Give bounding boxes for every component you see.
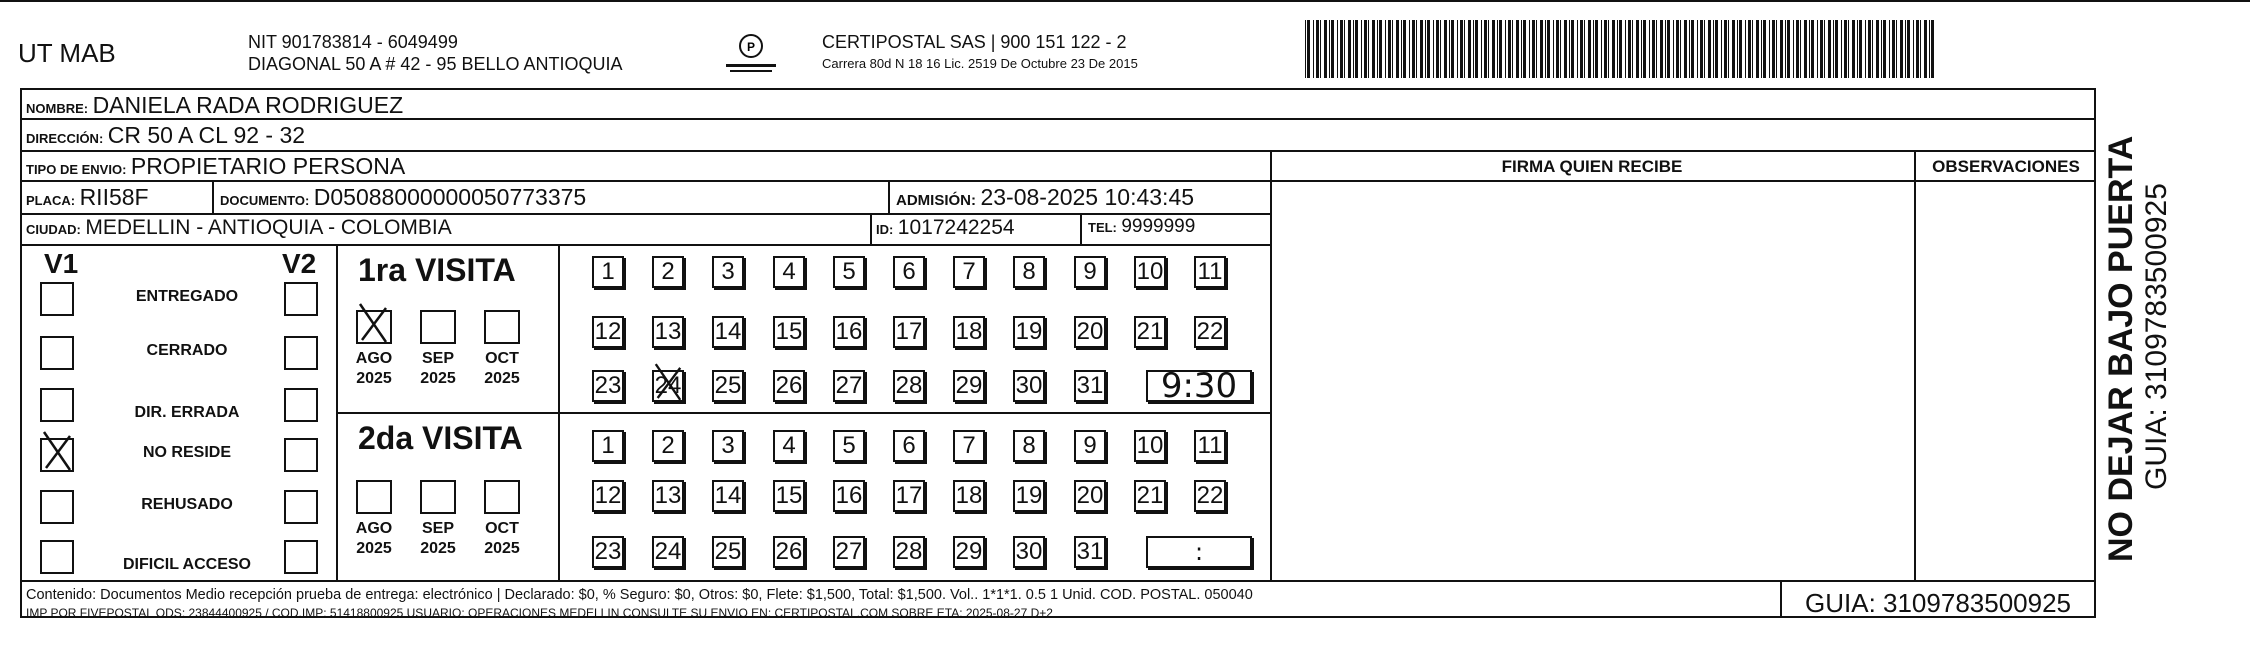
day-cell[interactable]: 15 bbox=[773, 480, 805, 512]
day-cell[interactable]: 28 bbox=[893, 536, 925, 568]
id-label: ID: bbox=[876, 222, 894, 237]
visit2-title: 2da VISITA bbox=[358, 420, 523, 456]
day-cell[interactable]: 25 bbox=[712, 536, 744, 568]
day-cell[interactable]: 30 bbox=[1013, 370, 1045, 402]
v2-checkbox[interactable] bbox=[284, 490, 318, 524]
direccion-value: CR 50 A CL 92 - 32 bbox=[107, 122, 306, 148]
visit-divider bbox=[336, 412, 1270, 414]
v1-checkbox[interactable] bbox=[40, 282, 74, 316]
month-checkbox[interactable] bbox=[484, 310, 520, 344]
month-label: OCT bbox=[485, 350, 519, 367]
v2-checkbox[interactable] bbox=[284, 540, 318, 574]
company-name: UT MAB bbox=[18, 38, 116, 68]
v2-header: V2 bbox=[282, 248, 317, 279]
v2-checkbox[interactable] bbox=[284, 336, 318, 370]
month-checkbox[interactable] bbox=[356, 480, 392, 514]
row-line bbox=[20, 244, 1270, 246]
day-cell[interactable]: 20 bbox=[1074, 316, 1106, 348]
year-label: 2025 bbox=[484, 370, 520, 387]
month-label: SEP bbox=[421, 350, 454, 367]
tipo-value: PROPIETARIO PERSONA bbox=[130, 153, 406, 179]
nombre-row bbox=[26, 92, 403, 119]
day-cell[interactable]: 30 bbox=[1013, 536, 1045, 568]
ciudad-label: CIUDAD: bbox=[26, 222, 81, 237]
v1-checkbox[interactable] bbox=[40, 490, 74, 524]
day-cell[interactable]: 8 bbox=[1013, 430, 1045, 462]
status-label: ENTREGADO bbox=[135, 288, 239, 305]
day-cell[interactable]: 7 bbox=[953, 256, 985, 288]
day-cell[interactable]: 28 bbox=[893, 370, 925, 402]
top-border bbox=[0, 0, 2250, 2]
v2-checkbox[interactable] bbox=[284, 388, 318, 422]
day-cell[interactable]: 12 bbox=[592, 316, 624, 348]
time-field[interactable]: 9:30 bbox=[1146, 370, 1252, 402]
footer-guia: GUIA: 3109783500925 bbox=[1805, 588, 2071, 618]
day-cell[interactable]: 22 bbox=[1194, 480, 1226, 512]
svg-text:P: P bbox=[746, 40, 756, 54]
row-line bbox=[20, 213, 1270, 215]
day-cell[interactable]: 1 bbox=[592, 256, 624, 288]
col-line bbox=[870, 213, 872, 244]
certipostal-logo bbox=[718, 32, 784, 76]
day-cell[interactable]: 23 bbox=[592, 370, 624, 402]
v1-checkbox[interactable] bbox=[40, 438, 74, 472]
footer-imp-line: IMP POR FIVEPOSTAL ODS: 23844400925 / COD.IMP: 51418800925 USUARIO: OPERACIONES MEDELLIN CONSULTE SU ENVIO EN: CERTIPOSTAL.COM SOBRE ETA: 2025-08-27 D+2 bbox=[26, 606, 1053, 620]
observations-area[interactable] bbox=[1920, 182, 2092, 576]
day-cell[interactable]: 7 bbox=[953, 430, 985, 462]
day-cell[interactable]: 2 bbox=[652, 430, 684, 462]
sender-address: DIAGONAL 50 A # 42 - 95 BELLO ANTIOQUIA bbox=[248, 54, 623, 74]
month-checkbox[interactable] bbox=[420, 310, 456, 344]
year-label: 2025 bbox=[484, 540, 520, 557]
footer-line bbox=[20, 580, 2096, 582]
day-cell[interactable]: 5 bbox=[833, 430, 865, 462]
v2-checkbox[interactable] bbox=[284, 438, 318, 472]
day-cell[interactable]: 12 bbox=[592, 480, 624, 512]
barcode bbox=[1305, 20, 1935, 78]
nit-line: NIT 901783814 - 6049499 bbox=[248, 32, 458, 52]
v2-checkbox[interactable] bbox=[284, 282, 318, 316]
day-cell[interactable]: 23 bbox=[592, 536, 624, 568]
tel-label: TEL: bbox=[1088, 220, 1117, 235]
nombre-value: DANIELA RADA RODRIGUEZ bbox=[92, 92, 404, 118]
day-cell[interactable]: 19 bbox=[1013, 480, 1045, 512]
direccion-row bbox=[26, 122, 305, 149]
nombre-label: NOMBRE: bbox=[26, 101, 89, 116]
placa-label: PLACA: bbox=[26, 193, 76, 208]
day-cell[interactable]: 31 bbox=[1074, 370, 1106, 402]
day-cell[interactable]: 9 bbox=[1074, 430, 1106, 462]
day-cell[interactable]: 8 bbox=[1013, 256, 1045, 288]
col-line bbox=[888, 180, 890, 213]
day-cell[interactable]: 21 bbox=[1134, 316, 1166, 348]
day-cell[interactable]: 21 bbox=[1134, 480, 1166, 512]
day-cell[interactable]: 6 bbox=[893, 256, 925, 288]
footer-content-line: Contenido: Documentos Medio recepción prueba de entrega: electrónico | Declarado: $0, % Seguro: $0, Otros: $0, Flete: $1,500, Total: $1,500. Vol.. 1*1*1. 0.5 1 Unid. COD. POSTAL. 050040 bbox=[26, 587, 1253, 603]
year-label: 2025 bbox=[420, 540, 456, 557]
admision-label: ADMISIÓN: bbox=[896, 192, 976, 209]
day-cell[interactable]: 22 bbox=[1194, 316, 1226, 348]
signature-area[interactable] bbox=[1276, 182, 1908, 576]
side-guia: GUIA: 3109783500925 bbox=[2140, 183, 2173, 490]
month-checkbox[interactable] bbox=[484, 480, 520, 514]
col-line bbox=[212, 180, 214, 213]
signature-left-border bbox=[1270, 150, 1272, 580]
month-label: AGO bbox=[355, 350, 393, 367]
day-cell[interactable]: 14 bbox=[712, 316, 744, 348]
carrier-line: CERTIPOSTAL SAS | 900 151 122 - 2 bbox=[822, 32, 1127, 52]
day-cell[interactable]: 19 bbox=[1013, 316, 1045, 348]
v1-checkbox[interactable] bbox=[40, 540, 74, 574]
documento-label: DOCUMENTO: bbox=[220, 193, 310, 208]
ciudad-value: MEDELLIN - ANTIOQUIA - COLOMBIA bbox=[85, 216, 452, 239]
status-label: REHUSADO bbox=[141, 496, 233, 513]
day-cell[interactable]: 27 bbox=[833, 536, 865, 568]
day-cell[interactable]: 4 bbox=[773, 430, 805, 462]
tipo-label: TIPO DE ENVIO: bbox=[26, 162, 127, 177]
tel-value: 9999999 bbox=[1121, 216, 1196, 237]
day-cell[interactable]: 13 bbox=[652, 316, 684, 348]
status-label: NO RESIDE bbox=[142, 444, 231, 461]
id-value: 1017242254 bbox=[897, 216, 1015, 239]
admision-value: 23-08-2025 10:43:45 bbox=[980, 184, 1195, 210]
day-cell[interactable]: 10 bbox=[1134, 430, 1166, 462]
day-cell[interactable]: 18 bbox=[953, 480, 985, 512]
v1-header: V1 bbox=[44, 248, 79, 279]
day-cell[interactable]: 16 bbox=[833, 316, 865, 348]
day-cell[interactable]: 17 bbox=[893, 316, 925, 348]
status-label: CERRADO bbox=[146, 342, 228, 359]
day-cell[interactable]: 18 bbox=[953, 316, 985, 348]
month-label: SEP bbox=[421, 520, 454, 537]
placa-value: RII58F bbox=[79, 184, 149, 210]
day-cell[interactable]: 29 bbox=[953, 370, 985, 402]
day-cell[interactable]: 29 bbox=[953, 536, 985, 568]
license-line: Carrera 80d N 18 16 Lic. 2519 De Octubre 23 De 2015 bbox=[822, 56, 1138, 71]
day-cell[interactable]: 26 bbox=[773, 536, 805, 568]
visit1-title: 1ra VISITA bbox=[358, 252, 516, 288]
day-cell[interactable]: 11 bbox=[1194, 256, 1226, 288]
time-field[interactable]: : bbox=[1146, 536, 1252, 568]
day-cell[interactable]: 31 bbox=[1074, 536, 1106, 568]
side-warning: NO DEJAR BAJO PUERTA bbox=[2102, 135, 2140, 562]
placa-field bbox=[26, 184, 149, 211]
day-cell[interactable]: 6 bbox=[893, 430, 925, 462]
observations-header: OBSERVACIONES bbox=[1932, 157, 2080, 176]
documento-field bbox=[220, 184, 586, 211]
col-line bbox=[1080, 213, 1082, 244]
day-cell[interactable]: 14 bbox=[712, 480, 744, 512]
year-label: 2025 bbox=[356, 540, 392, 557]
direccion-label: DIRECCIÓN: bbox=[26, 131, 104, 146]
day-cell[interactable]: 1 bbox=[592, 430, 624, 462]
day-cell[interactable]: 20 bbox=[1074, 480, 1106, 512]
day-cell[interactable]: 11 bbox=[1194, 430, 1226, 462]
day-cell[interactable]: 13 bbox=[652, 480, 684, 512]
day-cell[interactable]: 2 bbox=[652, 256, 684, 288]
day-cell[interactable]: 17 bbox=[893, 480, 925, 512]
year-label: 2025 bbox=[420, 370, 456, 387]
month-checkbox[interactable] bbox=[356, 310, 392, 344]
id-field bbox=[876, 216, 1015, 240]
day-cell[interactable]: 24 bbox=[652, 370, 684, 402]
status-label: DIFICIL ACCESO bbox=[122, 556, 251, 573]
day-cell[interactable]: 15 bbox=[773, 316, 805, 348]
ciudad-field bbox=[26, 216, 452, 240]
signature-header: FIRMA QUIEN RECIBE bbox=[1501, 157, 1683, 176]
day-cell[interactable]: 3 bbox=[712, 430, 744, 462]
month-checkbox[interactable] bbox=[420, 480, 456, 514]
month-label: AGO bbox=[355, 520, 393, 537]
tel-field bbox=[1088, 216, 1195, 238]
day-cell[interactable]: 4 bbox=[773, 256, 805, 288]
day-cell[interactable]: 25 bbox=[712, 370, 744, 402]
row-line bbox=[20, 150, 2096, 152]
status-label: DIR. ERRADA bbox=[134, 404, 240, 421]
day-cell[interactable]: 27 bbox=[833, 370, 865, 402]
observations-left-border bbox=[1914, 150, 1916, 580]
day-cell[interactable]: 5 bbox=[833, 256, 865, 288]
documento-value: D05088000000050773375 bbox=[313, 184, 587, 210]
v1-checkbox[interactable] bbox=[40, 388, 74, 422]
day-cell[interactable]: 16 bbox=[833, 480, 865, 512]
month-label: OCT bbox=[485, 520, 519, 537]
admision-field bbox=[896, 184, 1194, 211]
day-cell[interactable]: 24 bbox=[652, 536, 684, 568]
tipo-row bbox=[26, 153, 405, 180]
day-cell[interactable]: 3 bbox=[712, 256, 744, 288]
day-cell[interactable]: 10 bbox=[1134, 256, 1166, 288]
day-cell[interactable]: 26 bbox=[773, 370, 805, 402]
year-label: 2025 bbox=[356, 370, 392, 387]
v1-checkbox[interactable] bbox=[40, 336, 74, 370]
day-cell[interactable]: 9 bbox=[1074, 256, 1106, 288]
